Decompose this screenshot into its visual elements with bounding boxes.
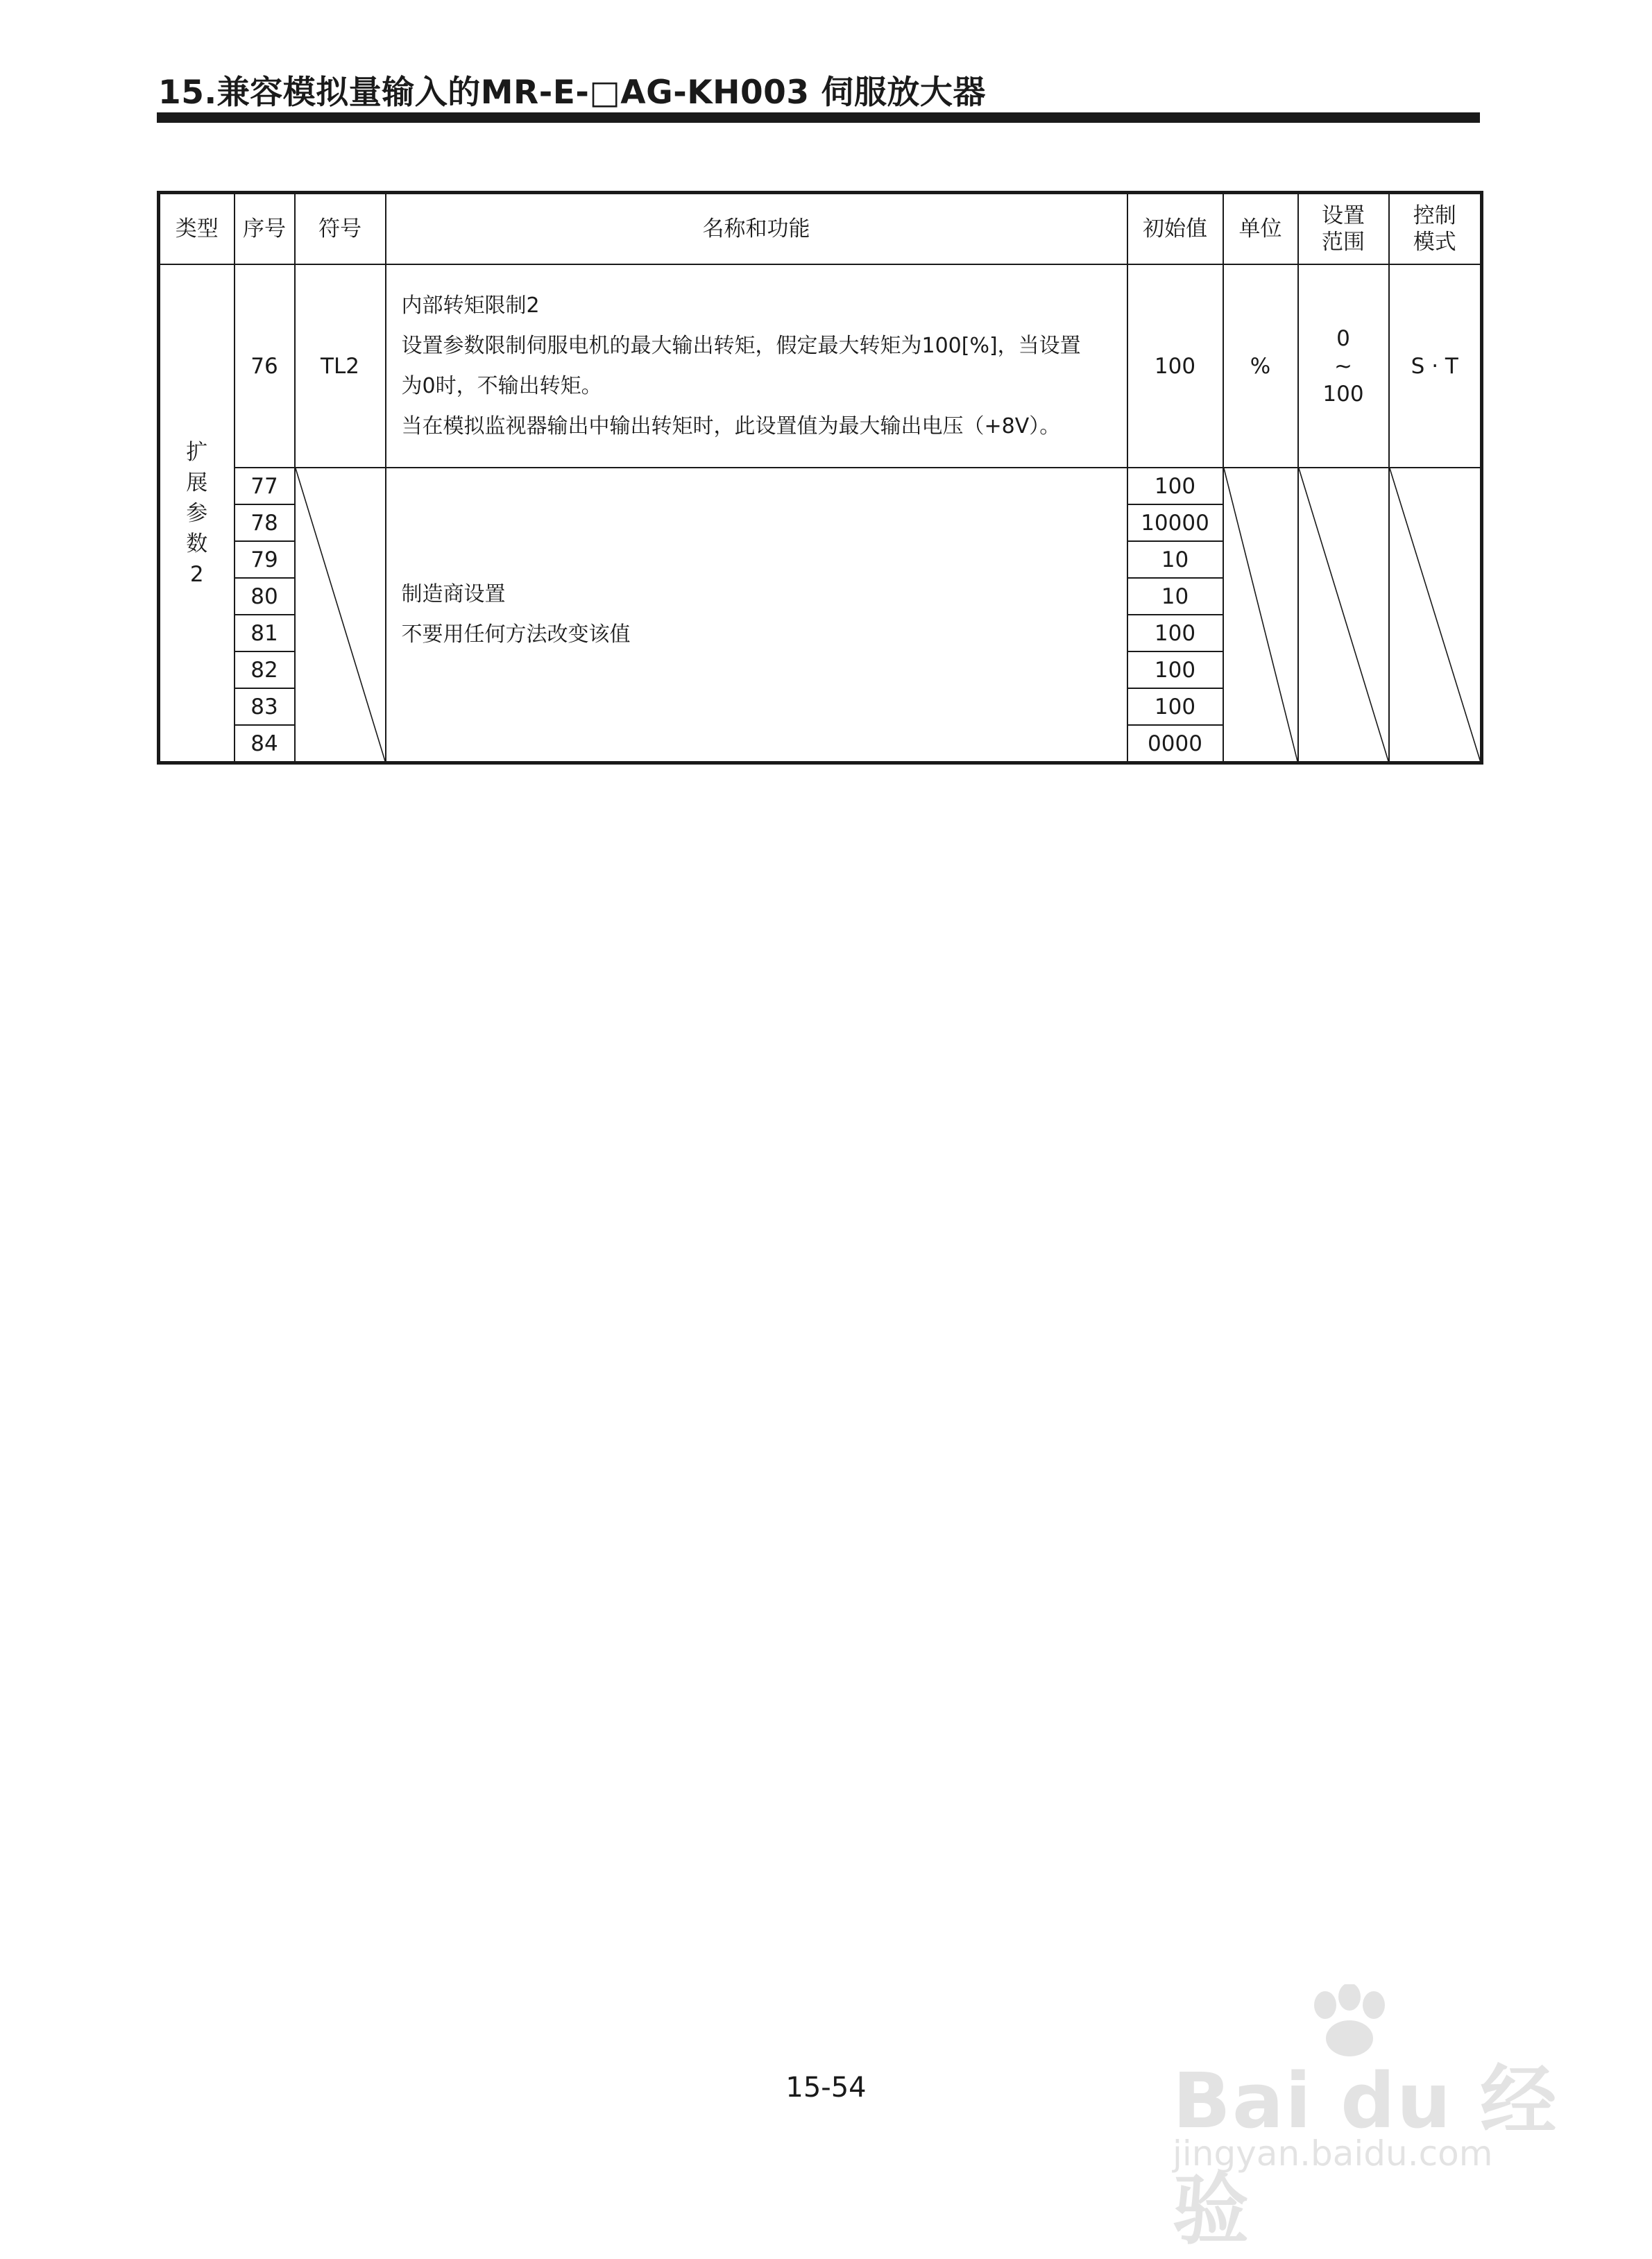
- type-char: 扩: [186, 439, 208, 465]
- type-char: 2: [189, 561, 204, 587]
- watermark-logo: Bai du 经验: [1173, 2056, 1558, 2255]
- range-diagonal-cell: [1298, 468, 1389, 763]
- unit-diagonal-cell: [1223, 468, 1298, 763]
- diagonal-line: [296, 468, 385, 761]
- row-initial: 100: [1127, 615, 1223, 651]
- row-initial: 10000: [1127, 504, 1223, 541]
- page-number: 15-54: [785, 2072, 867, 2104]
- row-initial: 0000: [1127, 725, 1223, 763]
- diagonal-line: [1224, 468, 1297, 761]
- header-mode-line1: 控制: [1413, 203, 1456, 228]
- manufacturer-setting-cell: [386, 468, 1127, 763]
- header-symbol: 符号: [295, 193, 386, 265]
- title-rule: [157, 112, 1480, 123]
- row-initial: 10: [1127, 541, 1223, 578]
- row-no: 81: [235, 615, 295, 651]
- table-header-row: [159, 193, 1482, 265]
- row76-no: 76: [235, 264, 295, 468]
- row-no: 82: [235, 651, 295, 688]
- baidu-watermark: [1173, 1984, 1561, 2255]
- mfr-line1: 制造商设置: [401, 582, 506, 606]
- header-unit: 单位: [1223, 193, 1298, 265]
- row-no: 83: [235, 688, 295, 725]
- parameter-table: [157, 191, 1483, 765]
- mfr-line2: 不要用任何方法改变该值: [401, 622, 631, 647]
- watermark-site: jingyan.baidu.com: [1173, 2133, 1493, 2174]
- type-char: 参: [186, 500, 208, 526]
- row-initial: 10: [1127, 578, 1223, 615]
- row-no: 78: [235, 504, 295, 541]
- symbol-diagonal-cell: [295, 468, 386, 763]
- row76-mode: S · T: [1389, 264, 1482, 468]
- table-row: [159, 468, 1482, 504]
- header-range-line2: 范围: [1322, 230, 1365, 255]
- row-no: 79: [235, 541, 295, 578]
- row-no: 84: [235, 725, 295, 763]
- type-char: 数: [186, 531, 208, 556]
- header-name: 名称和功能: [386, 193, 1127, 265]
- mode-diagonal-cell: [1389, 468, 1482, 763]
- header-range: [1298, 193, 1389, 265]
- row-initial: 100: [1127, 688, 1223, 725]
- diagonal-line: [1390, 468, 1481, 761]
- row76-range-max: 100: [1322, 381, 1364, 407]
- row76-desc1: 设置参数限制伺服电机的最大输出转矩，假定最大转矩为100[%]，当设置为0时，不输出转矩。: [401, 333, 1081, 398]
- page-title: 15.兼容模拟量输入的MR-E-□AG-KH003 伺服放大器: [158, 74, 986, 112]
- row76-desc2: 当在模拟监视器输出中输出转矩时，此设置值为最大输出电压（+8V）。: [401, 414, 1061, 438]
- header-no: 序号: [235, 193, 295, 265]
- row76-range-sep: ~: [1334, 353, 1352, 379]
- header-type: 类型: [159, 193, 235, 265]
- row-initial: 100: [1127, 651, 1223, 688]
- type-char: 展: [186, 470, 208, 495]
- header-mode: [1389, 193, 1482, 265]
- header-mode-line2: 模式: [1413, 230, 1456, 255]
- header-range-line1: 设置: [1322, 203, 1365, 228]
- diagonal-line: [1299, 468, 1388, 761]
- row-no: 77: [235, 468, 295, 504]
- row-initial: 100: [1127, 468, 1223, 504]
- type-cell: [159, 264, 235, 763]
- table-row: [159, 264, 1482, 468]
- row76-range-min: 0: [1336, 325, 1350, 351]
- row76-unit: %: [1223, 264, 1298, 468]
- row76-description: [386, 264, 1127, 468]
- row76-initial: 100: [1127, 264, 1223, 468]
- row76-range: [1298, 264, 1389, 468]
- row76-name: 内部转矩限制2: [401, 293, 540, 318]
- row-no: 80: [235, 578, 295, 615]
- header-initial: 初始值: [1127, 193, 1223, 265]
- row76-symbol: TL2: [295, 264, 386, 468]
